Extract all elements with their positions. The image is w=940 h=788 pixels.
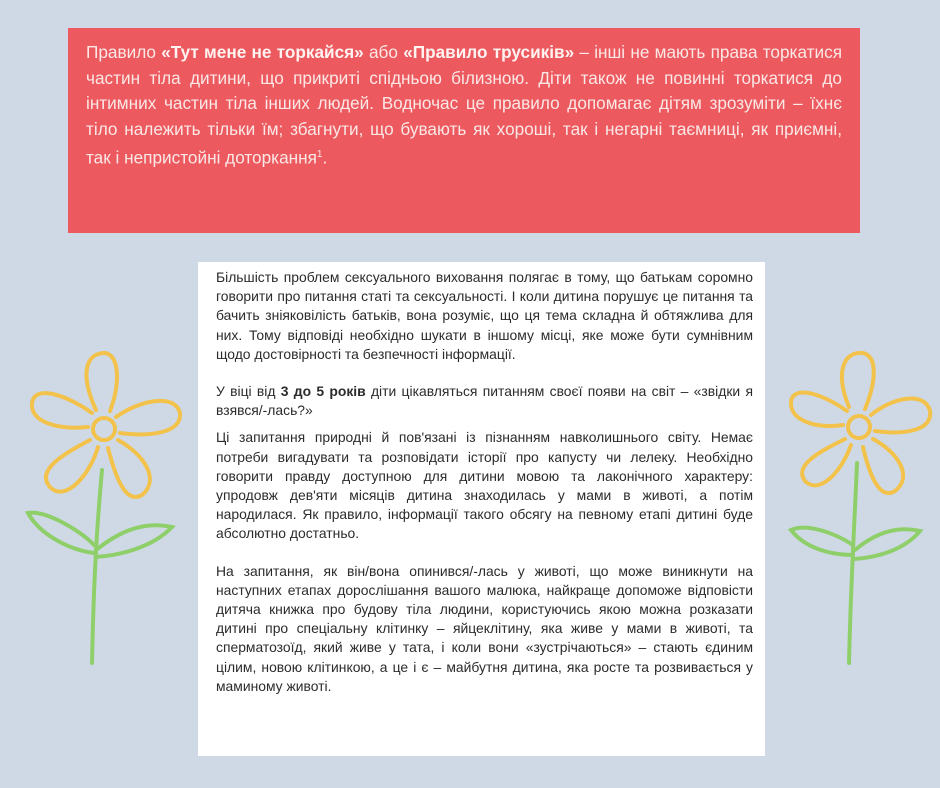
rule-text-part: – інші не мають права торкатися частин тіла дитини, що прикриті спідньою білизною. Діти також не повинні торкатися до інтимних частин тіла інших людей. Водночас це правило допомагає дітям зрозуміти – їхнє тіло належить тільки їм; збагнути, що бувають як хороші, так і негарні таємниці, як приємні, так і непристойні доторкання xyxy=(86,42,842,168)
petals-icon xyxy=(32,353,180,497)
right-flower-illustration xyxy=(775,345,940,670)
footnote-marker: 1 xyxy=(316,149,323,160)
rule-note-text xyxy=(86,40,842,171)
article-box xyxy=(198,262,765,756)
paragraph-age xyxy=(216,382,753,420)
age-range: 3 до 5 років xyxy=(280,383,366,400)
paragraph-questions: Ці запитання природні й пов'язані із пізнанням навколишнього світу. Немає потреби вигадувати та розповідати історії про капусту чи лелеку. Необхідно говорити правду доступною для дитини мовою та лаконічного характеру: упродовж дев'яти місяців дитина знаходилась у мами в животі, а потім народилася. Як правило, інформації такого обсягу на певному етапі дитині буде абсолютно достатньо. xyxy=(216,429,753,542)
rule-text-part: . xyxy=(322,147,328,168)
rule-text-part: або xyxy=(363,42,404,62)
left-flower-illustration xyxy=(20,345,200,670)
paragraph-problems: Більшість проблем сексуального виховання полягає в тому, що батькам соромно говорити про питання статі та сексуальності. І коли дитина порушує це питання та бачить зніяковілість батьків, вона розуміє, що ця тема складна й обтяжлива для них. Тому відповіді необхідно шукати в іншому місці, яке може бути сумнівним щодо достовірності та безпечності інформації. xyxy=(216,269,753,362)
stem-icon xyxy=(791,463,920,663)
rule-note-box xyxy=(68,28,860,233)
rule-text-part: Правило xyxy=(86,42,162,62)
stem-icon xyxy=(28,470,172,663)
petals-icon xyxy=(791,353,930,493)
age-text: У віці від xyxy=(216,383,281,400)
paragraph-book: На запитання, як він/вона опинився/-лась у животі, що може виникнути на наступних етапах дорослішання вашого малюка, найкраще допоможе відповісти дитяча книжка про будову тіла людини, користуючись якою можна розказати дитині про спеціальну клітинку – яйцеклітину, яка живе у мами в животі, та сперматозоїд, який живе у тата, і коли вони «зустрічаються» – стають єдиним цілим, новою клітинкою, а це і є – майбутня дитина, яка росте та розвивається у маминому животі. xyxy=(216,562,753,694)
age-text: діти цікавляться питанням своєї появи на світ – «звідки я взявся/-лась?» xyxy=(216,383,753,419)
rule-name-2: «Правило трусиків» xyxy=(403,42,575,62)
rule-name-1: «Тут мене не торкайся» xyxy=(161,42,364,62)
